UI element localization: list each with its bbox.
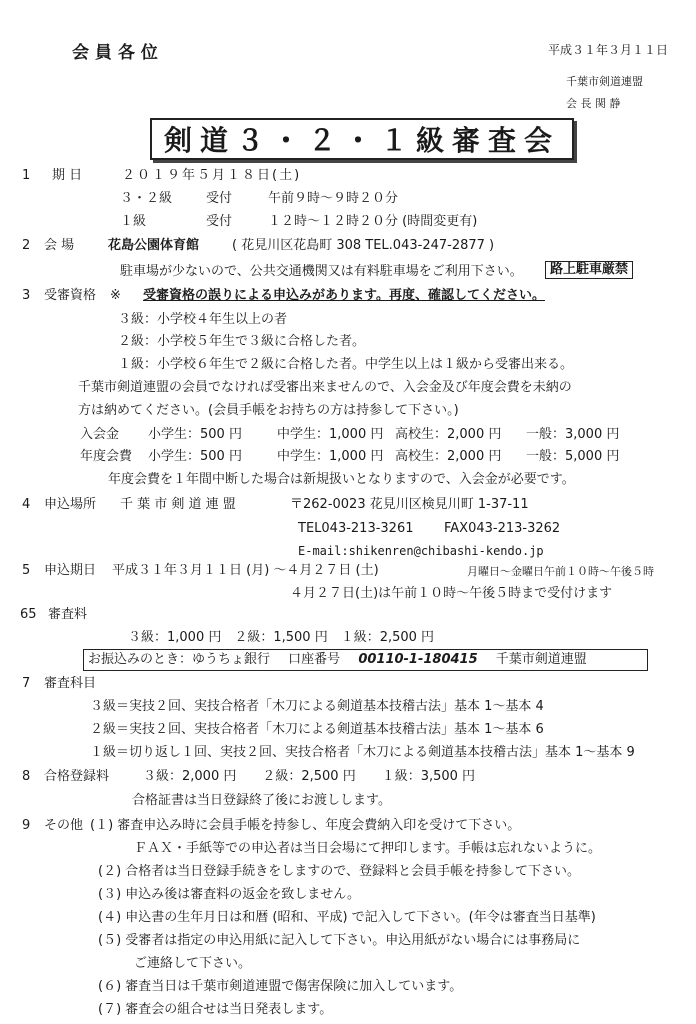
s3-label: 受審資格 <box>44 288 97 303</box>
application-email[interactable]: E-mail:shikenren@chibashi-kendo.jp <box>298 544 544 558</box>
warning-mark: ※ <box>110 288 121 303</box>
reception-label-32: 受付 <box>206 191 233 206</box>
subject-grade-1: １級＝切り返し１回、実技２回、実技合格者「木刀による剣道基本技稽古法」基本 1～基本 9 <box>90 745 635 760</box>
application-tel: TEL043-213-3261 <box>298 521 414 536</box>
membership-note-1: 千葉市剣道連盟の会員でなければ受審出来ませんので、入会金及び年度会費を未納の <box>78 380 572 395</box>
s2-num: 2 <box>22 238 31 253</box>
issuer-org: 千葉市剣道連盟 <box>566 75 643 88</box>
subject-grade-3: ３級＝実技２回、実技合格者「木刀による剣道基本技稽古法」基本 1～基本 4 <box>90 699 544 714</box>
venue-name: 花島公園体育館 <box>108 238 200 253</box>
payment-account-name: 千葉市剣道連盟 <box>495 652 587 667</box>
s6-label: 審査料 <box>48 607 88 622</box>
membership-note-2: 方は納めてください。(会員手帳をお持ちの方は持参して下さい。) <box>78 403 459 418</box>
application-address: 〒262-0023 花見川区検見川町 1-37-11 <box>290 497 529 512</box>
application-period: 平成３１年３月１１日 (月) ～４月２７日 (土) <box>112 563 379 578</box>
page-title: 剣道３・２・１級審査会 <box>150 118 574 160</box>
fee-row-cell: 一般：5,000 円 <box>526 449 620 464</box>
fee-row-cell: 中学生：1,000 円 <box>277 427 384 442</box>
s7-label: 審査科目 <box>44 676 97 691</box>
payment-account-number: 00110-1-180415 <box>358 652 478 667</box>
s5-num: 5 <box>22 563 31 578</box>
application-last-day: ４月２７日(土)は午前１０時～午後５時まで受付けます <box>290 586 613 601</box>
payment-info-box <box>83 649 648 671</box>
payment-account-label: 口座番号 <box>288 652 341 667</box>
fee-row-cell: 高校生：2,000 円 <box>395 427 502 442</box>
no-street-parking-badge: 路上駐車厳禁 <box>545 261 633 279</box>
other-item: (３) 申込み後は審査料の返金を致しません。 <box>98 887 361 902</box>
other-item: (４) 申込書の生年月日は和暦 (昭和、平成) で記入して下さい。(年令は審査当日基準) <box>98 910 596 925</box>
s1-label: 期 日 <box>52 168 83 183</box>
other-item: (６) 審査当日は千葉市剣道連盟で傷害保険に加入しています。 <box>98 979 463 994</box>
s8-label: 合格登録料 <box>44 769 110 784</box>
fee-row-cell: 中学生：1,000 円 <box>277 449 384 464</box>
fee-row-label: 年度会費 <box>80 449 133 464</box>
payment-bank: お振込みのとき：ゆうちょ銀行 <box>88 652 271 667</box>
fee-row-label: 入会金 <box>80 427 120 442</box>
subject-grade-2: ２級＝実技２回、実技合格者「木刀による剣道基本技稽古法」基本 1～基本 6 <box>90 722 544 737</box>
s1-num: 1 <box>22 168 31 183</box>
application-org: 千 葉 市 剣 道 連 盟 <box>120 497 236 512</box>
s4-num: 4 <box>22 497 31 512</box>
s4-label: 申込場所 <box>44 497 97 512</box>
registration-fees: ３級：2,000 円 ２級：2,500 円 １級：3,500 円 <box>143 769 476 784</box>
s9-num: 9 <box>22 818 31 833</box>
other-item: (７) 審査会の組合せは当日発表します。 <box>98 1002 333 1017</box>
issuer-president: 会 長 関 静 <box>566 97 621 110</box>
other-item: (１) 審査申込み時に会員手帳を持参し、年度会費納入印を受けて下さい。 <box>90 818 521 833</box>
other-item: (２) 合格者は当日登録手続きをしますので、登録料と会員手帳を持参して下さい。 <box>98 864 581 879</box>
eligibility-warning: 受審資格の誤りによる申込みがあります。再度、確認してください。 <box>143 288 545 303</box>
fee-row-cell: 一般：3,000 円 <box>526 427 620 442</box>
other-item: (５) 受審者は指定の申込用紙に記入して下さい。申込用紙がない場合には事務局に <box>98 933 581 948</box>
application-fax: FAX043-213-3262 <box>444 521 561 536</box>
s6-num: 65 <box>20 607 37 622</box>
issue-date: 平成３１年３月１１日 <box>548 43 669 57</box>
eligibility-grade-3: ３級：小学校４年生以上の者 <box>118 312 288 327</box>
reception-time-1: １２時～１２時２０分 (時間変更有) <box>268 214 478 229</box>
addressee: 会 員 各 位 <box>72 43 158 63</box>
certificate-note: 合格証書は当日登録終了後にお渡しします。 <box>132 793 391 808</box>
fee-row-cell: 小学生：500 円 <box>148 449 242 464</box>
s2-label: 会 場 <box>44 238 75 253</box>
membership-note-3: 年度会費を１年間中断した場合は新規扱いとなりますので、入会金が必要です。 <box>108 472 575 487</box>
reception-label-1: 受付 <box>206 214 233 229</box>
eligibility-grade-2: ２級：小学校５年生で３級に合格した者。 <box>118 334 366 349</box>
eligibility-grade-1: １級：小学校６年生で２級に合格した者。中学生以上は１級から受審出来る。 <box>118 357 574 372</box>
reception-time-32: 午前９時～９時２０分 <box>268 191 399 206</box>
fee-row-cell: 高校生：2,000 円 <box>395 449 502 464</box>
s8-num: 8 <box>22 769 31 784</box>
s3-num: 3 <box>22 288 31 303</box>
venue-address: ( 花見川区花島町 308 TEL.043-247-2877 ) <box>232 238 495 253</box>
other-item: ＦＡＸ・手紙等での申込者は当日会場にて押印します。手帳は忘れないように。 <box>134 841 601 856</box>
s9-label: その他 <box>44 818 84 833</box>
fee-row-cell: 小学生：500 円 <box>148 427 242 442</box>
application-hours: 月曜日～金曜日午前１０時～午後５時 <box>467 565 654 578</box>
exam-fees: ３級：1,000 円 ２級：1,500 円 １級：2,500 円 <box>128 630 435 645</box>
s5-label: 申込期日 <box>44 563 97 578</box>
reception-grade-1: １級 <box>120 214 147 229</box>
parking-note: 駐車場が少ないので、公共交通機関又は有料駐車場をご利用下さい。 <box>120 264 523 279</box>
exam-date: ２０１９年５月１８日(土) <box>122 168 302 183</box>
other-item: ご連絡して下さい。 <box>134 956 252 971</box>
s7-num: 7 <box>22 676 31 691</box>
reception-grade-32: ３・２級 <box>120 191 173 206</box>
